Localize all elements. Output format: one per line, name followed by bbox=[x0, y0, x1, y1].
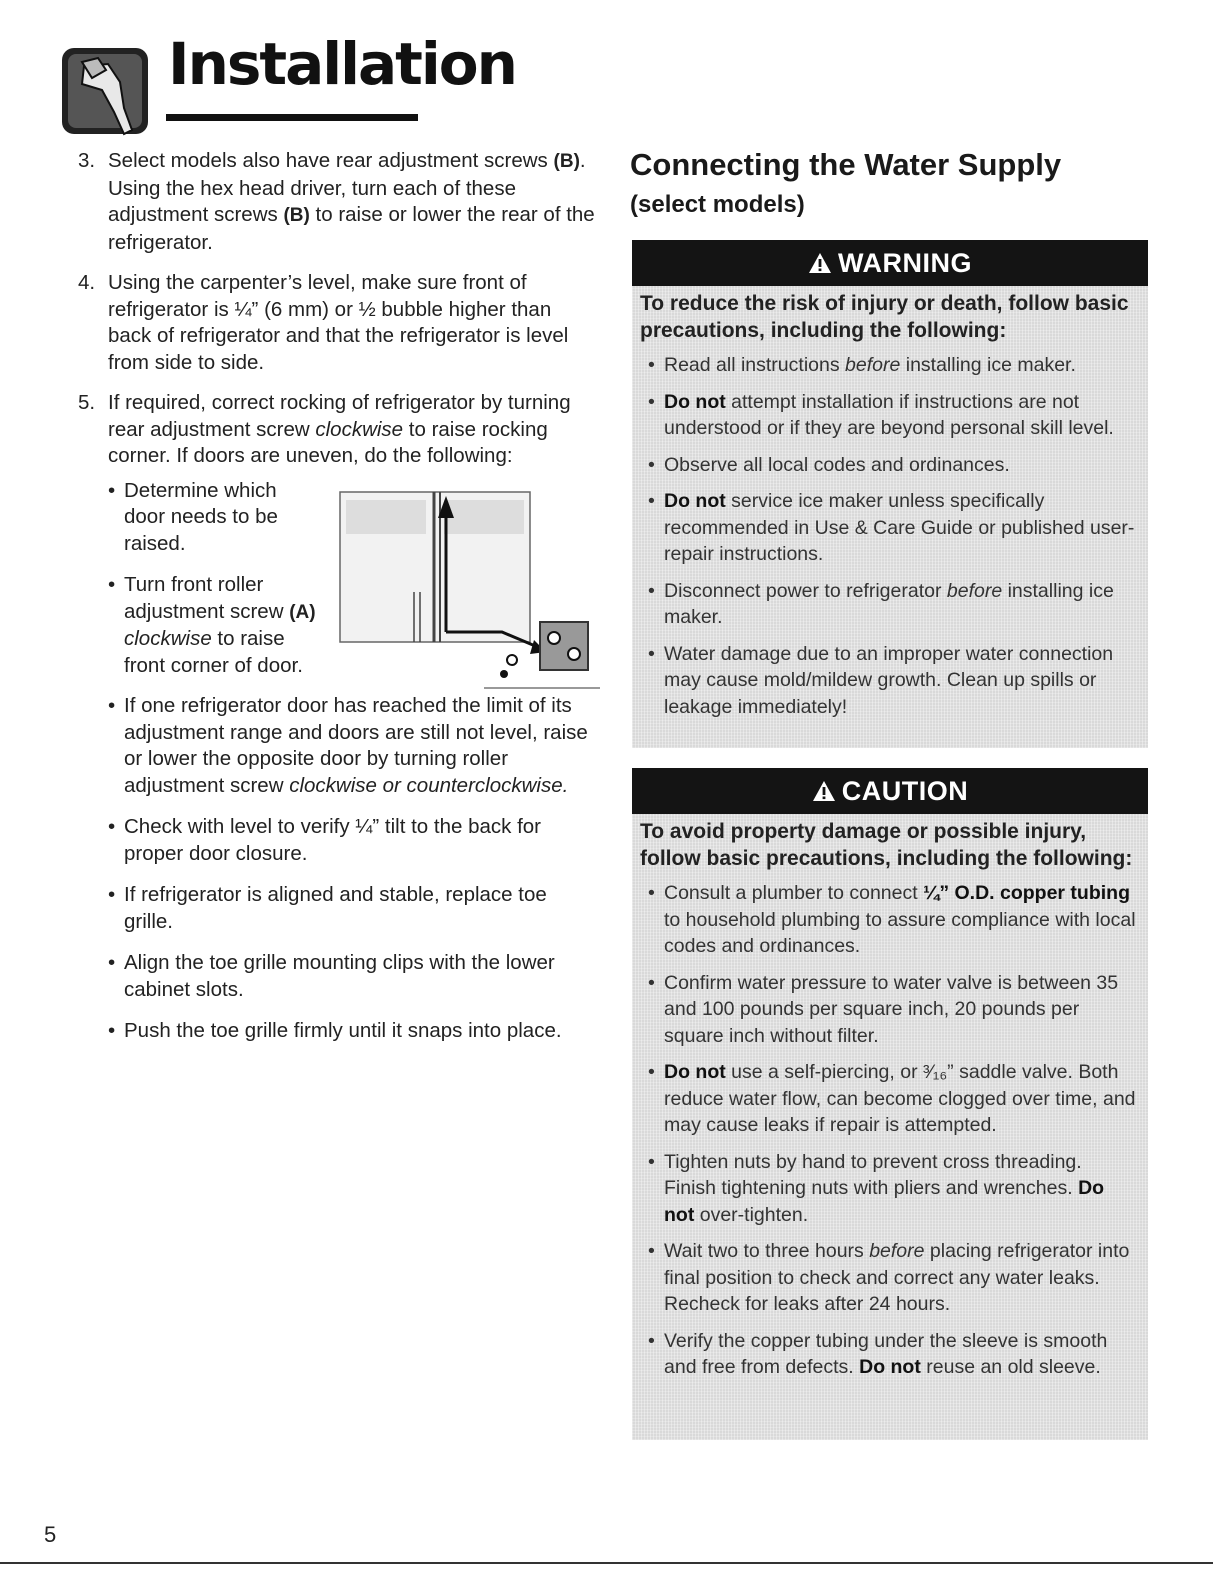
list-item: • Wait two to three hours before placing refrigerator into final position to check and correct any water leaks. Recheck for leaks after 24 hours. bbox=[640, 1238, 1138, 1318]
warning-header: WARNING bbox=[632, 240, 1148, 286]
list-item: • Align the toe grille mounting clips with the lower cabinet slots. bbox=[108, 950, 598, 1003]
page-title: Installation bbox=[168, 30, 516, 98]
list-item: • Disconnect power to refrigerator before installing ice maker. bbox=[640, 578, 1138, 631]
warning-box bbox=[632, 240, 1148, 748]
water-supply-section bbox=[630, 146, 1150, 222]
caution-lead: To avoid property damage or possible injury, follow basic precautions, including the following: bbox=[640, 820, 1133, 870]
step-5-bullets bbox=[108, 478, 598, 1045]
list-item: • Read all instructions before installing ice maker. bbox=[640, 352, 1138, 379]
wrench-icon bbox=[62, 44, 150, 136]
step-3: 3. Select models also have rear adjustment screws (B). Using the hex head driver, turn each of these adjustment screws (B) to raise or lower the rear of the refrigerator. bbox=[78, 149, 595, 254]
caution-header: CAUTION bbox=[632, 768, 1148, 814]
list-item: • Push the toe grille firmly until it snaps into place. bbox=[108, 1018, 598, 1045]
list-item: • Verify the copper tubing under the sleeve is smooth and free from defects. Do not reuse an old sleeve. bbox=[640, 1328, 1138, 1381]
list-item: • If refrigerator is aligned and stable, replace toe grille. bbox=[108, 882, 598, 935]
list-item: • Consult a plumber to connect ¼” O.D. copper tubing to household plumbing to assure compliance with local codes and ordinances. bbox=[640, 880, 1138, 960]
list-item: • Confirm water pressure to water valve is between 35 and 100 pounds per square inch, 20 pounds per square inch without filter. bbox=[640, 970, 1138, 1050]
list-item: • Determine which door needs to be raised. bbox=[108, 478, 318, 558]
footer-rule bbox=[0, 1562, 1213, 1564]
installation-steps bbox=[78, 148, 598, 1060]
step-5: 5. If required, correct rocking of refrigerator by turning rear adjustment screw clockwise to raise rocking corner. If doors are uneven, do the following: bbox=[78, 391, 571, 467]
list-item: • Do not attempt installation if instructions are not understood or if they are beyond personal skill level. bbox=[640, 389, 1138, 442]
list-item: • Tighten nuts by hand to prevent cross threading. Finish tightening nuts with pliers and wrenches. Do not over-tighten. bbox=[640, 1149, 1138, 1229]
list-item: • Water damage due to an improper water connection may cause mold/mildew growth. Clean up spills or leakage immediately! bbox=[640, 641, 1138, 721]
warning-triangle-icon bbox=[808, 252, 832, 274]
page-number: 5 bbox=[44, 1522, 57, 1547]
title-underline bbox=[166, 114, 418, 121]
section-title: Connecting the Water Supply bbox=[630, 147, 1062, 182]
step-4: 4. Using the carpenter’s level, make sure front of refrigerator is ¼” (6 mm) or ½ bubble higher than back of refrigerator and that the refrigerator is level from side to side. bbox=[78, 271, 569, 374]
list-item: • Turn front roller adjustment screw (A) clockwise to raise front corner of door. bbox=[108, 572, 318, 679]
warning-triangle-icon bbox=[812, 780, 836, 802]
door-adjustment-illustration bbox=[334, 482, 604, 692]
caution-box bbox=[632, 768, 1148, 1440]
warning-lead: To reduce the risk of injury or death, follow basic precautions, including the following: bbox=[640, 292, 1129, 342]
list-item: • Check with level to verify ¼” tilt to the back for proper door closure. bbox=[108, 814, 598, 867]
section-subtitle: (select models) bbox=[630, 191, 805, 218]
list-item: • Observe all local codes and ordinances. bbox=[640, 452, 1138, 479]
list-item: • If one refrigerator door has reached the limit of its adjustment range and doors are still not level, raise or lower the opposite door by turning roller adjustment screw clockwise or counterclockwise. bbox=[108, 693, 598, 799]
list-item: • Do not use a self-piercing, or ³⁄₁₆” saddle valve. Both reduce water flow, can become clogged over time, and may cause leaks if repair is attempted. bbox=[640, 1059, 1138, 1139]
list-item: • Do not service ice maker unless specifically recommended in Use & Care Guide or published user-repair instructions. bbox=[640, 488, 1138, 568]
